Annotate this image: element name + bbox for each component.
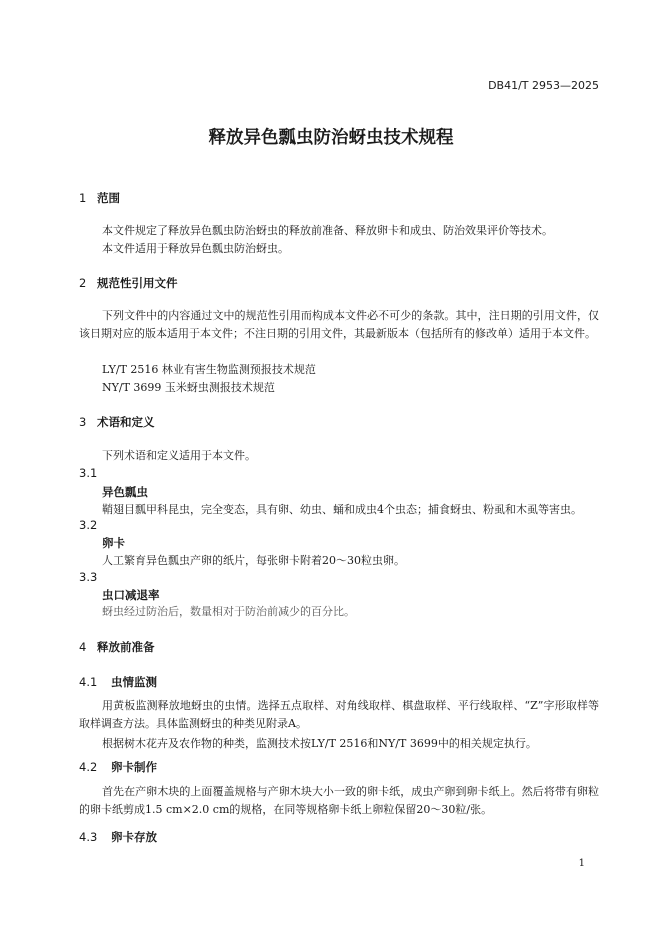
subsection-number: 4.3	[79, 830, 98, 844]
paragraph: 用黄板监测释放地蚜虫的虫情。选择五点取样、对角线取样、棋盘取样、平行线取样、“Z”字形取样等取样调查方法。具体监测蚜虫的种类见附录A。	[79, 699, 599, 730]
term-name: 异色瓢虫	[102, 485, 148, 499]
reference-item: NY/T 3699 玉米蚜虫测报技术规范	[102, 381, 275, 394]
page-number: 1	[578, 858, 585, 869]
section-3-heading	[79, 414, 155, 430]
subsection-title: 卵卡存放	[111, 830, 157, 844]
subsection-number: 4.1	[79, 675, 98, 689]
section-number: 1	[79, 191, 87, 205]
paragraph: 根据树木花卉及农作物的种类，监测技术按LY/T 2516和NY/T 3699中的相关规定执行。	[102, 737, 537, 750]
subsection-title: 卵卡制作	[111, 760, 157, 774]
term-number: 3.3	[79, 570, 98, 584]
section-title: 术语和定义	[97, 415, 155, 429]
document-title: 释放异色瓢虫防治蚜虫技术规程	[208, 128, 454, 148]
subsection-4-1-heading	[79, 674, 157, 690]
section-1-heading	[79, 190, 120, 206]
section-number: 4	[79, 640, 87, 654]
standard-code: DB41/T 2953—2025	[488, 79, 599, 92]
term-definition: 人工繁育异色瓢虫产卵的纸片，每张卵卡附着20～30粒虫卵。	[102, 554, 405, 567]
subsection-4-2-heading	[79, 759, 157, 775]
section-2-heading	[79, 275, 178, 291]
term-number: 3.2	[79, 518, 98, 532]
term-number: 3.1	[79, 466, 98, 480]
section-4-heading	[79, 639, 155, 655]
term-definition: 蚜虫经过防治后，数量相对于防治前减少的百分比。	[102, 605, 355, 618]
paragraph: 首先在产卵木块的上面覆盖规格与产卵木块大小一致的卵卡纸，成虫产卵到卵卡纸上。然后将带有卵粒的卵卡纸剪成1.5 cm×2.0 cm的规格，在同等规格卵卡纸上卵粒保留20～30粒/张。	[79, 785, 599, 816]
section-title: 范围	[97, 191, 120, 205]
term-name: 虫口减退率	[102, 588, 160, 602]
paragraph: 本文件规定了释放异色瓢虫防治蚜虫的释放前准备、释放卵卡和成虫、防治效果评价等技术。	[102, 224, 553, 237]
section-title: 释放前准备	[97, 640, 155, 654]
paragraph: 下列术语和定义适用于本文件。	[102, 449, 256, 462]
paragraph: 本文件适用于释放异色瓢虫防治蚜虫。	[102, 242, 289, 255]
reference-item: LY/T 2516 林业有害生物监测预报技术规范	[102, 363, 316, 376]
term-definition: 鞘翅目瓢甲科昆虫，完全变态，具有卵、幼虫、蛹和成虫4个虫态；捕食蚜虫、粉虱和木虱等害虫。	[102, 503, 582, 516]
subsection-4-3-heading	[79, 829, 157, 845]
subsection-number: 4.2	[79, 760, 98, 774]
section-title: 规范性引用文件	[97, 276, 178, 290]
section-number: 2	[79, 276, 87, 290]
term-name: 卵卡	[102, 536, 125, 550]
subsection-title: 虫情监测	[111, 675, 157, 689]
paragraph: 下列文件中的内容通过文中的规范性引用而构成本文件必不可少的条款。其中，注日期的引用文件，仅该日期对应的版本适用于本文件；不注日期的引用文件，其最新版本（包括所有的修改单）适用于本文件。	[79, 309, 599, 340]
section-number: 3	[79, 415, 87, 429]
